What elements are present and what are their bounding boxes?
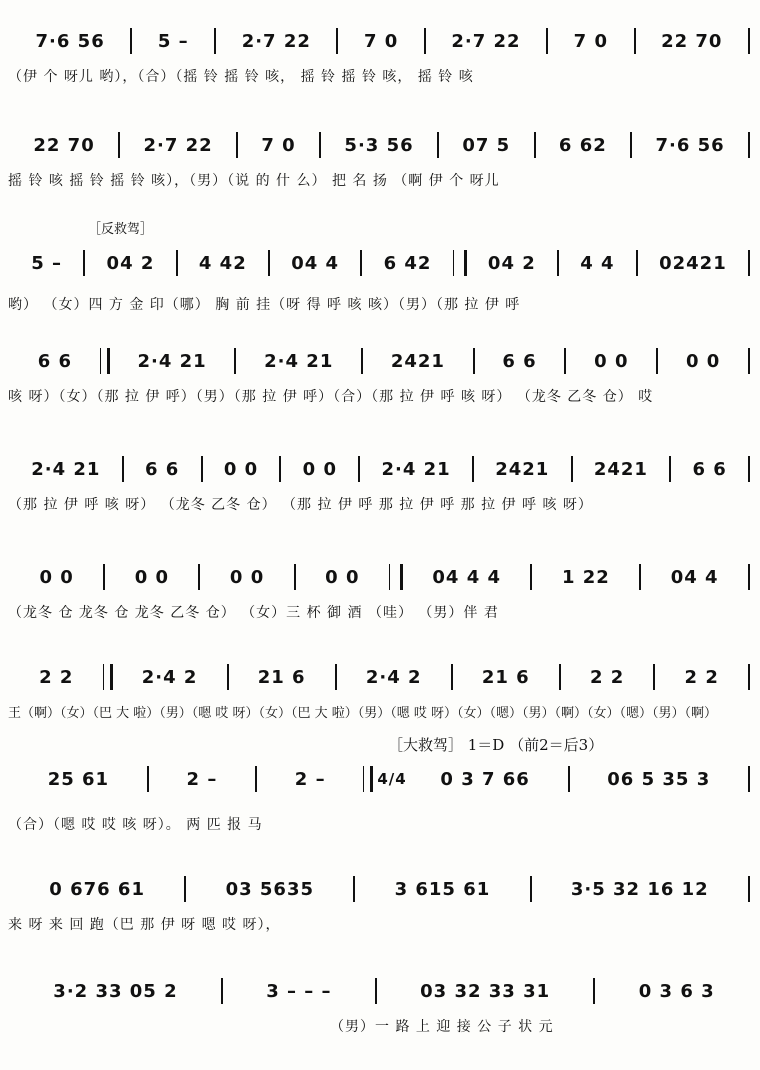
measure: 3·2 33 05 2	[53, 980, 178, 1002]
barline	[451, 664, 453, 690]
notation-row	[14, 28, 754, 54]
barline	[473, 348, 475, 374]
measure: 0 0	[594, 350, 629, 372]
barline	[630, 132, 632, 158]
measure: 0 0	[325, 566, 360, 588]
barline	[360, 250, 362, 276]
barline	[227, 664, 229, 690]
measure: 5·3 56	[344, 134, 414, 156]
measure: 2421	[593, 458, 648, 480]
measure: 5 –	[157, 30, 189, 52]
measure: 04 4 4	[432, 566, 502, 588]
measure: 0 0	[302, 458, 337, 480]
notation-row	[14, 766, 754, 792]
measure: 3 – – –	[266, 980, 332, 1002]
barline	[748, 132, 750, 158]
barline	[268, 250, 270, 276]
measure: 06 5 35 3	[607, 768, 711, 790]
measure: 2·4 21	[381, 458, 451, 480]
barline	[279, 456, 281, 482]
notation-row	[14, 456, 754, 482]
lyrics-line: 哟） （女）四 方 金 印（哪） 胸 前 挂（呀 得 呼 咳 咳）（男）（那 拉 伊 呼	[8, 297, 521, 313]
time-signature: 4/4	[377, 770, 407, 788]
measure: 21 6	[481, 666, 530, 688]
system-8	[0, 730, 760, 850]
barline	[639, 564, 641, 590]
repeat-end-barline	[100, 348, 110, 374]
lyrics-line: （伊 个 呀儿 哟），（合）（摇 铃 摇 铃 咳， 摇 铃 摇 铃 咳， 摇 铃 咳	[8, 69, 474, 85]
measure: 2·4 2	[141, 666, 198, 688]
barline	[236, 132, 238, 158]
lyrics-line: （男）一 路 上 迎 接 公 子 状 元	[330, 1019, 554, 1035]
barline	[636, 250, 638, 276]
lyrics-line: （那 拉 伊 呼 咳 呀） （龙冬 乙冬 仓） （那 拉 伊 呼 那 拉 伊 呼 那 拉 伊 呼 咳 呀）	[8, 497, 593, 513]
measure: 2·4 21	[137, 350, 207, 372]
measure: 3 615 61	[394, 878, 491, 900]
barline	[530, 564, 532, 590]
notation-row	[14, 664, 754, 690]
measure: 5 –	[31, 252, 63, 274]
measure: 0 0	[134, 566, 170, 588]
measure: 0 0	[223, 458, 259, 480]
measure: 22 70	[33, 134, 95, 156]
barline	[221, 978, 223, 1004]
barline	[103, 564, 105, 590]
barline	[557, 250, 559, 276]
repeat-barline	[453, 250, 467, 276]
barline	[568, 766, 570, 792]
repeat-barline	[389, 564, 403, 590]
system-4	[0, 320, 760, 440]
barline	[214, 28, 216, 54]
barline	[656, 348, 658, 374]
measure: 02421	[659, 252, 727, 274]
lyrics-line: （龙冬 仓 龙冬 仓 龙冬 乙冬 仓） （女）三 杯 御 酒 （哇） （男）伴 君	[8, 605, 499, 621]
notation-row	[14, 348, 754, 374]
measure: 0 0	[229, 566, 265, 588]
notation-row	[14, 978, 754, 1004]
barline	[130, 28, 132, 54]
barline	[122, 456, 124, 482]
measure: 7·6 56	[35, 30, 105, 52]
barline	[184, 876, 186, 902]
measure: 2421	[390, 350, 445, 372]
section-marker: ［反救驾］	[88, 222, 154, 237]
barline	[559, 664, 561, 690]
barline	[255, 766, 257, 792]
measure: 21 6	[257, 666, 306, 688]
measure: 2 2	[589, 666, 625, 688]
barline	[424, 28, 426, 54]
measure: 2·7 22	[241, 30, 311, 52]
measure: 0 0	[39, 566, 74, 588]
barline	[748, 28, 750, 54]
measure: 4 4	[580, 252, 615, 274]
barline	[83, 250, 85, 276]
measure: 2·7 22	[143, 134, 213, 156]
measure: 0 3 7 66	[440, 768, 530, 790]
repeat-end-barline	[103, 664, 113, 690]
measure: 2421	[495, 458, 550, 480]
system-3	[0, 212, 760, 332]
notation-row	[14, 564, 754, 590]
measure: 0 0	[685, 350, 721, 372]
barline	[653, 664, 655, 690]
measure: 07 5	[462, 134, 511, 156]
barline	[534, 132, 536, 158]
barline	[530, 876, 532, 902]
notation-row	[14, 250, 754, 276]
system-10	[0, 950, 760, 1070]
lyrics-line: 来 呀 来 回 跑（巴 那 伊 呀 嗯 哎 呀），	[8, 917, 281, 933]
barline	[564, 348, 566, 374]
barline	[176, 250, 178, 276]
measure: 6 6	[144, 458, 180, 480]
measure: 03 32 33 31	[420, 980, 551, 1002]
lyrics-line: 咳 呀）（女）（那 拉 伊 呼）（男）（那 拉 伊 呼）（合）（那 拉 伊 呼 咳 呀） （龙冬 乙冬 仓） 哎	[8, 389, 654, 405]
barline	[147, 766, 149, 792]
measure: 0 3 6 3	[638, 980, 715, 1002]
measure: 2·4 21	[31, 458, 101, 480]
measure: 7 0	[363, 30, 399, 52]
barline	[358, 456, 360, 482]
barline	[571, 456, 573, 482]
barline	[437, 132, 439, 158]
measure: 2·7 22	[451, 30, 521, 52]
lyrics-line: 摇 铃 咳 摇 铃 摇 铃 咳），（男）（说 的 什 么） 把 名 扬 （啊 伊 个 呀儿	[8, 173, 500, 189]
barline	[748, 664, 750, 690]
measure: 6 6	[37, 350, 73, 372]
measure: 04 2	[106, 252, 155, 274]
measure: 7·6 56	[655, 134, 725, 156]
barline	[472, 456, 474, 482]
lyrics-line: （合）（嗯 哎 哎 咳 呀）。 两 匹 报 马	[8, 817, 263, 833]
barline	[748, 348, 750, 374]
notation-row	[14, 132, 754, 158]
system-5	[0, 428, 760, 548]
barline	[748, 766, 750, 792]
barline	[319, 132, 321, 158]
measure: 3·5 32 16 12	[570, 878, 709, 900]
barline	[361, 348, 363, 374]
measure: 04 4	[670, 566, 719, 588]
barline	[335, 664, 337, 690]
measure: 7 0	[573, 30, 608, 52]
barline	[375, 978, 377, 1004]
measure: 6 42	[383, 252, 432, 274]
double-barline	[363, 766, 373, 792]
measure: 03 5635	[225, 878, 314, 900]
measure: 2·4 2	[365, 666, 422, 688]
measure: 1 22	[561, 566, 610, 588]
barline	[198, 564, 200, 590]
barline	[748, 456, 750, 482]
measure: 7 0	[261, 134, 296, 156]
barline	[748, 250, 750, 276]
barline	[201, 456, 203, 482]
measure: 2 2	[684, 666, 719, 688]
barline	[748, 876, 750, 902]
measure: 4 42	[198, 252, 247, 274]
barline	[353, 876, 355, 902]
barline	[748, 564, 750, 590]
barline	[294, 564, 296, 590]
system-2	[0, 104, 760, 224]
measure: 2 –	[186, 768, 218, 790]
barline	[336, 28, 338, 54]
notation-row	[14, 876, 754, 902]
measure: 6 6	[502, 350, 537, 372]
measure: 6 62	[558, 134, 607, 156]
barline	[234, 348, 236, 374]
measure: 2 –	[294, 768, 326, 790]
barline	[593, 978, 595, 1004]
measure: 22 70	[661, 30, 723, 52]
measure: 25 61	[47, 768, 110, 790]
system-1	[0, 0, 760, 120]
measure: 0 676 61	[49, 878, 145, 900]
measure: 04 4	[291, 252, 340, 274]
measure: 6 6	[692, 458, 727, 480]
lyrics-line: 王（啊）（女）（巴 大 啦）（男）（嗯 哎 呀）（女）（巴 大 啦）（男）（嗯 哎 呀）（女）（嗯）（男）（啊）（女）（嗯）（男）（啊）	[8, 706, 718, 721]
measure: 2·4 21	[264, 350, 334, 372]
section-marker: ［大救驾］ 1＝D （前2＝后3）	[388, 736, 604, 754]
measure: 2 2	[39, 666, 74, 688]
measure: 04 2	[487, 252, 536, 274]
barline	[669, 456, 671, 482]
barline	[118, 132, 120, 158]
barline	[546, 28, 548, 54]
barline	[634, 28, 636, 54]
